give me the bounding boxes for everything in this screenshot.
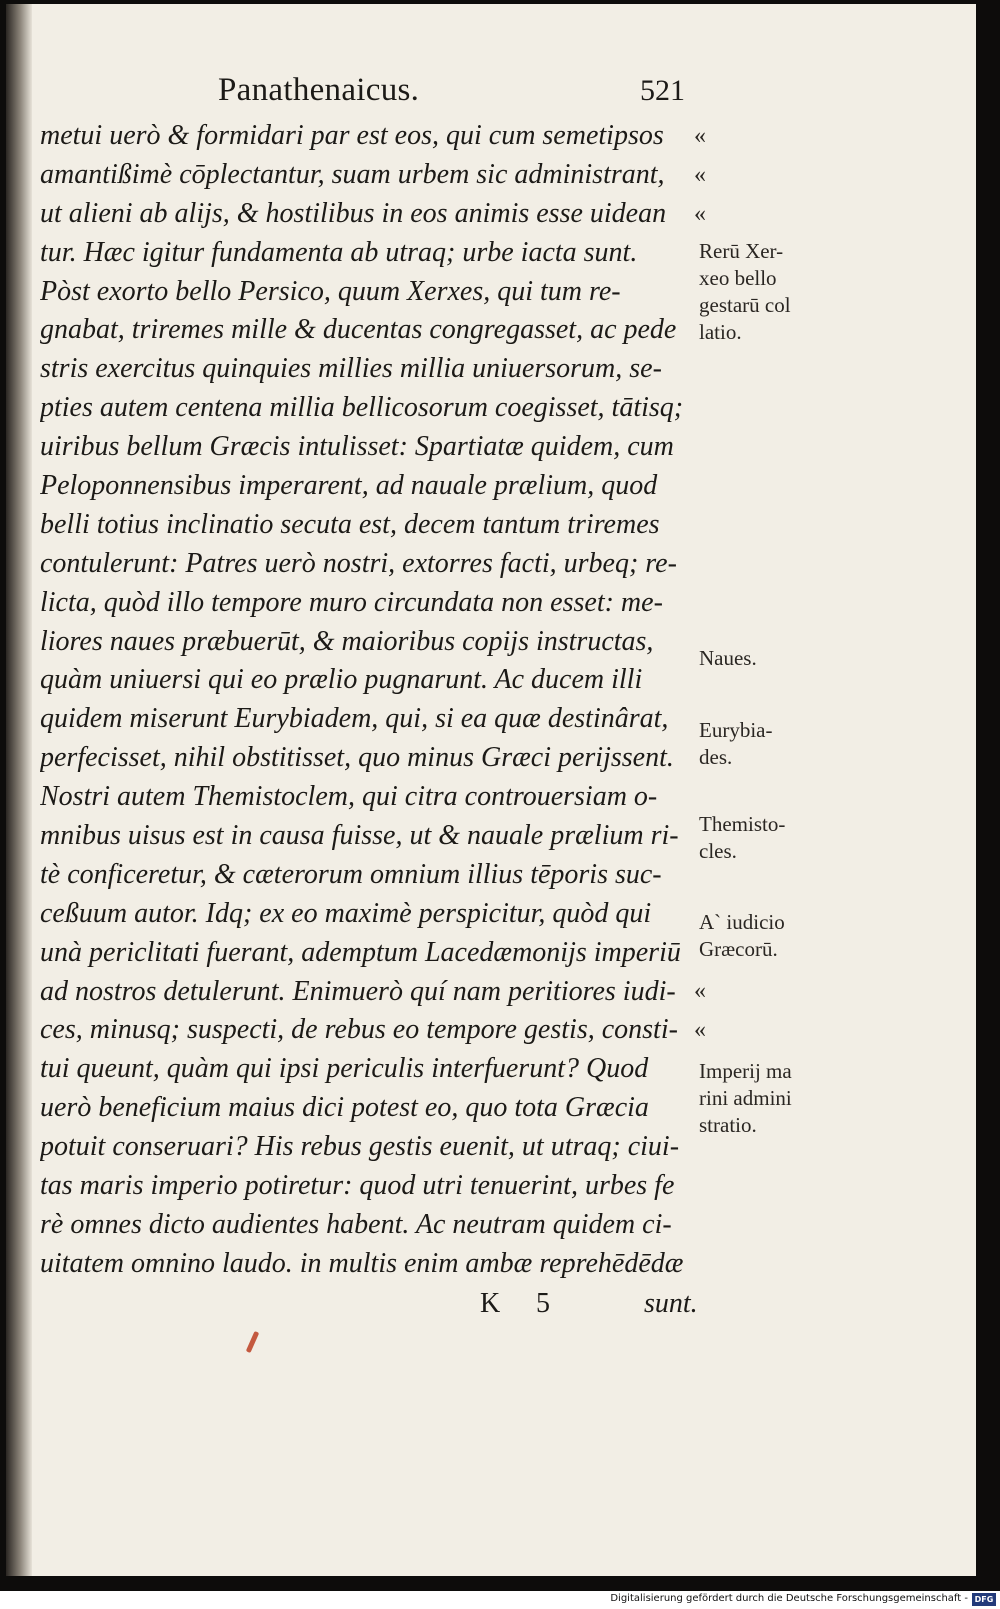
text-line: pties autem centena millia bellicosorum coegisset, tātisq; [40,392,684,424]
note-line: Rerū Xer- [699,239,784,263]
text-line: licta, quòd illo tempore muro circundata non esset: me- [40,586,663,618]
marginal-note-naues [699,645,849,672]
main-text-block [40,117,720,1284]
note-line: Naues. [699,646,757,670]
page-number: 521 [640,74,685,107]
text-line: rè omnes dicto audientes habent. Ac neutram quidem ci- [40,1208,672,1240]
note-line: gestarū col [699,293,791,317]
text-line: ut alieni ab alijs, & hostilibus in eos animis esse uidean [40,197,667,229]
page-gutter-shadow [6,4,32,1576]
note-line: xeo bello [699,266,777,290]
note-line: latio. [699,320,742,344]
signature-mark: K [480,1288,501,1319]
quote-mark: « [694,123,706,149]
marginal-note-imperij [699,1058,849,1139]
book-page [6,4,976,1576]
text-line: ceßuum autor. Idq; ex eo maximè perspicitur, quòd qui [40,897,652,929]
text-line: quidem miserunt Eurybiadem, qui, si ea quæ destinârat, [40,703,669,735]
text-line: tas maris imperio potiretur: quod utri tenuerint, urbes fe [40,1170,675,1202]
text-line: unà periclitati fuerant, ademptum Lacedæmonijs imperiū [40,936,681,968]
quote-mark: « [694,161,706,188]
text-line: contulerunt: Patres uerò nostri, extorres facti, urbeq; re- [40,547,677,579]
note-line: Eurybia- [699,718,773,742]
quote-mark: « [694,978,706,1004]
text-line: uitatem omnino laudo. in multis enim ambæ reprehēdēdæ [40,1247,684,1279]
note-line: A` iudicio [699,910,785,934]
red-ink-mark [246,1331,260,1353]
text-line: uerò beneficium maius dici potest eo, quo tota Græcia [40,1092,649,1124]
marginal-note-themistocles [699,811,849,865]
footer-credit: Digitalisierung gefördert durch die Deutsche Forschungsgemeinschaft - [610,1593,968,1604]
text-line: perfecisset, nihil obstitisset, quo minus Græci perijssent. [40,742,674,774]
marginal-note-xerxes [699,238,849,346]
quotation-marks-top [694,117,724,234]
quote-mark: « [694,1016,706,1043]
text-line: quàm uniuersi qui eo prælio pugnarunt. Ac ducem illi [40,664,643,696]
text-line: uiribus bellum Græcis intulisset: Spartiatæ quidem, cum [40,431,674,463]
text-line: metui uerò & formidari par est eos, qui cum semetipsos [40,120,664,151]
text-line: tè conficeretur, & cæterorum omnium illius tēporis suc- [40,858,662,890]
text-line: Peloponnensibus imperarent, ad nauale prælium, quod [40,470,658,502]
page-header [6,72,976,122]
text-line: ces, minusq; suspecti, de rebus eo tempore gestis, consti- [40,1014,678,1046]
note-line: Græcorū. [699,937,778,961]
text-line: potuit conseruari? His rebus gestis euenit, ut utraq; ciui- [40,1131,680,1163]
text-line: belli totius inclinatio secuta est, decem tantum triremes [40,508,660,540]
text-line: gnabat, triremes mille & ducentas congregasset, ac pede [40,314,677,346]
note-line: Themisto- [699,812,786,836]
text-line: stris exercitus quinquies millies millia uniuersorum, se- [40,353,662,385]
running-title: Panathenaicus. [218,72,420,108]
catchword: sunt. [644,1288,698,1319]
text-line: Nostri autem Themistoclem, qui citra controuersiam o- [40,781,658,813]
note-line: cles. [699,839,737,863]
digitization-footer [0,1591,1000,1609]
text-line: ad nostros detulerunt. Enimuerò quí nam peritiores iudi- [40,975,676,1007]
note-line: stratio. [699,1113,757,1137]
marginal-note-eurybiades [699,717,849,771]
note-line: Imperij ma [699,1059,792,1083]
text-line: mnibus uisus est in causa fuisse, ut & nauale prælium ri- [40,820,679,852]
note-line: rini admini [699,1086,792,1110]
text-line: amantißimè cōplectantur, suam urbem sic administrant, [40,158,665,190]
text-line: liores naues præbuerūt, & maioribus copijs instructas, [40,625,654,657]
text-line: tui queunt, quàm qui ipsi periculis interfuerunt? Quod [40,1053,649,1085]
quote-mark: « [694,200,706,227]
note-line: des. [699,745,733,769]
quotation-marks-bottom [694,972,724,1050]
marginal-note-iudicio [699,909,849,963]
text-line: tur. Hæc igitur fundamenta ab utraq; urbe iacta sunt. [40,236,638,268]
signature-line [40,1288,720,1328]
dfg-logo: DFG [972,1593,996,1606]
text-line: Pòst exorto bello Persico, quum Xerxes, qui tum re- [40,275,621,307]
signature-number: 5 [536,1288,550,1319]
